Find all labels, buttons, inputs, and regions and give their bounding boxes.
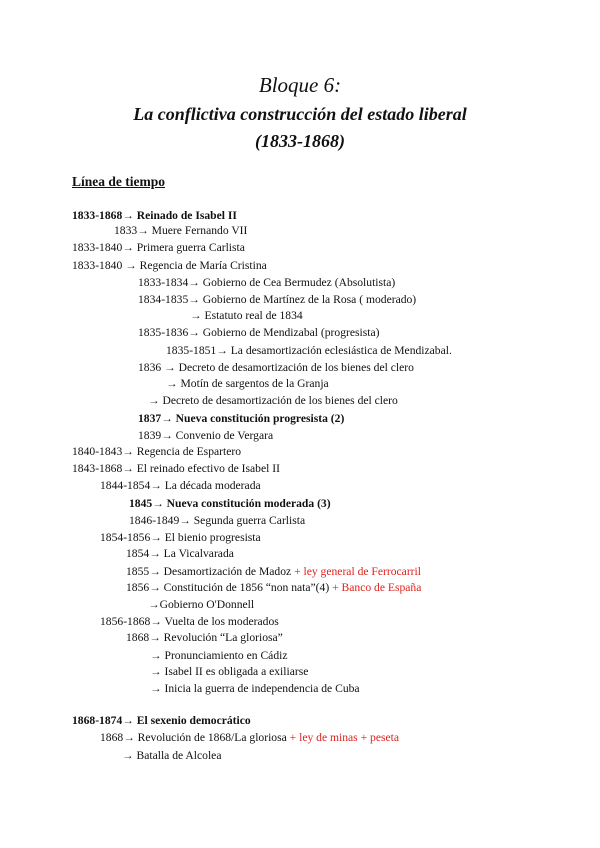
timeline-item [100, 530, 261, 546]
timeline-item [190, 308, 303, 324]
timeline-item [148, 597, 254, 613]
timeline-item [114, 223, 247, 239]
timeline-item [138, 292, 416, 308]
timeline-item-text: 1833→ Muere Fernando VII [114, 224, 248, 237]
timeline-item-text: 1856-1868→ Vuelta de los moderados [100, 615, 279, 628]
timeline-item [129, 496, 331, 512]
timeline-item-text: → Pronunciamiento en Cádiz [150, 649, 288, 662]
timeline-item-text: → Batalla de Alcolea [122, 749, 222, 762]
section-heading-timeline: Línea de tiempo [72, 174, 165, 189]
timeline-item [72, 240, 245, 256]
timeline-item [72, 208, 237, 224]
timeline-item [138, 411, 344, 427]
timeline-item-addition: + ley de minas + peseta [289, 731, 399, 744]
timeline-item [72, 713, 251, 729]
timeline-item [100, 730, 399, 746]
timeline-item [126, 630, 283, 646]
timeline-item-text: 1834-1835→ Gobierno de Martínez de la Rosa ( moderado) [138, 293, 417, 306]
timeline-item-text: → Decreto de desamortización de los bienes del clero [148, 394, 398, 407]
timeline-item-text: 1844-1854→ La década moderada [100, 479, 261, 492]
timeline-item-text: 1854-1856→ El bienio progresista [100, 531, 261, 544]
timeline-item-text: 1833-1834→ Gobierno de Cea Bermudez (Absolutista) [138, 276, 396, 289]
timeline-item-text: → Motín de sargentos de la Granja [166, 377, 329, 390]
timeline-item-text: 1843-1868→ El reinado efectivo de Isabel II [72, 462, 280, 475]
document-title-dates: (1833-1868) [255, 131, 345, 151]
timeline-item [100, 614, 279, 630]
timeline-item-text: 1833-1840→ Primera guerra Carlista [72, 241, 245, 254]
timeline-item-text: 1833-1868→ Reinado de Isabel II [72, 209, 237, 222]
document-title: La conflictiva construcción del estado liberal [133, 104, 467, 124]
timeline-item-text: → Isabel II es obligada a exiliarse [150, 665, 309, 678]
timeline-item [138, 428, 273, 444]
timeline-item [138, 275, 395, 291]
timeline-item [100, 478, 261, 494]
timeline-item [72, 258, 267, 274]
timeline-item [129, 513, 305, 529]
timeline-item-text: 1835-1851→ La desamortización eclesiástica de Mendizabal. [166, 344, 452, 357]
timeline-item-text: → Inicia la guerra de independencia de Cuba [150, 682, 360, 695]
timeline-item-text: 1833-1840 → Regencia de María Cristina [72, 259, 267, 272]
timeline-item [122, 748, 221, 764]
timeline-item-text: 1839→ Convenio de Vergara [138, 429, 274, 442]
block-title: Bloque 6: [258, 73, 342, 97]
timeline-item-addition: + ley general de Ferrocarril [294, 565, 421, 578]
timeline-item-text: 1854→ La Vicalvarada [126, 547, 234, 560]
timeline-item [150, 664, 308, 680]
timeline-item-text: 1846-1849→ Segunda guerra Carlista [129, 514, 306, 527]
timeline-item [138, 360, 414, 376]
timeline-item-text: 1855→ Desamortización de Madoz [126, 565, 295, 578]
timeline-item [126, 546, 234, 562]
timeline-item [166, 376, 329, 392]
timeline-item [72, 461, 280, 477]
timeline-item [126, 580, 421, 596]
timeline-item-text: 1840-1843→ Regencia de Espartero [72, 445, 242, 458]
timeline-item-text: →Gobierno O'Donnell [148, 598, 255, 611]
timeline-item-text: 1836 → Decreto de desamortización de los bienes del clero [138, 361, 414, 374]
timeline-item [72, 444, 241, 460]
timeline-item [166, 343, 452, 359]
timeline-item [148, 393, 398, 409]
timeline-item [126, 564, 421, 580]
timeline-item-text: → Estatuto real de 1834 [190, 309, 303, 322]
timeline-item-text: 1835-1836→ Gobierno de Mendizabal (progresista) [138, 326, 380, 339]
timeline-item-addition: + Banco de España [332, 581, 422, 594]
timeline-item-text: 1856→ Constitución de 1856 “non nata”(4) [126, 581, 333, 594]
timeline-item-text: 1868→ Revolución “La gloriosa” [126, 631, 283, 644]
timeline-item-text: 1868-1874→ El sexenio democrático [72, 714, 251, 727]
timeline-item [150, 681, 360, 697]
timeline-item [150, 648, 287, 664]
timeline-item-text: 1868→ Revolución de 1868/La gloriosa [100, 731, 290, 744]
timeline-item-text: 1845→ Nueva constitución moderada (3) [129, 497, 331, 510]
timeline-item [138, 325, 379, 341]
timeline-item-text: 1837→ Nueva constitución progresista (2) [138, 412, 345, 425]
